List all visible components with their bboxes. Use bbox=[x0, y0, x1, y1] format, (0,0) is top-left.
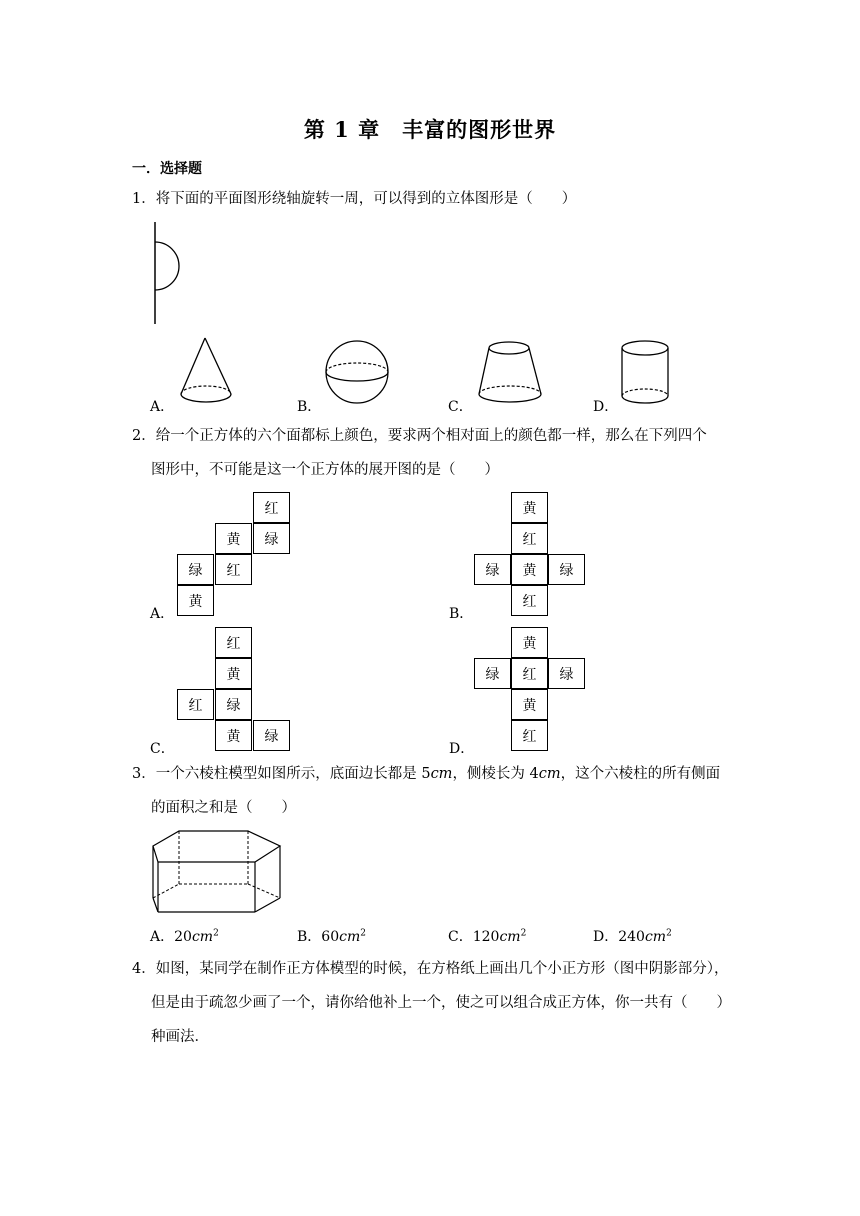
q3-hexagonal-prism-figure bbox=[150, 828, 285, 916]
q2-option-d: D． bbox=[449, 741, 475, 757]
net-cell: 黄 bbox=[511, 554, 548, 585]
net-cell: 红 bbox=[215, 554, 252, 585]
q1-semicircle-figure bbox=[150, 222, 190, 326]
option-exponent: 2 bbox=[213, 928, 219, 939]
net-cell: 黄 bbox=[215, 720, 252, 751]
option-unit: cm bbox=[339, 929, 361, 945]
section-heading: 一．选择题 bbox=[132, 161, 202, 177]
net-cell: 红 bbox=[253, 492, 290, 523]
option-label: D． bbox=[593, 929, 619, 945]
net-cell: 红 bbox=[511, 523, 548, 554]
option-unit: cm bbox=[499, 929, 521, 945]
net-cell: 红 bbox=[215, 627, 252, 658]
question-4-line-3: 种画法． bbox=[151, 1029, 209, 1045]
q3-text-part: 3．一个六棱柱模型如图所示，底面边长都是 5 bbox=[132, 766, 431, 782]
q1-option-a: A． bbox=[150, 399, 175, 415]
option-value: 240 bbox=[618, 929, 645, 945]
option-value: 60 bbox=[321, 929, 340, 945]
option-unit: cm bbox=[644, 929, 667, 945]
option-exponent: 2 bbox=[360, 928, 366, 939]
q3-text-part: ，侧棱长为 4 bbox=[452, 766, 539, 782]
q1-cylinder-figure bbox=[620, 340, 672, 408]
q3-option-a bbox=[150, 926, 219, 946]
net-cell: 绿 bbox=[253, 720, 290, 751]
net-cell: 红 bbox=[511, 720, 548, 751]
net-cell: 黄 bbox=[215, 658, 252, 689]
net-cell: 黄 bbox=[511, 492, 548, 523]
option-unit: cm bbox=[191, 929, 214, 945]
question-1-text: 1．将下面的平面图形绕轴旋转一周，可以得到的立体图形是（ ） bbox=[132, 191, 577, 207]
q1-option-c: C． bbox=[448, 399, 473, 415]
q3-unit: cm bbox=[430, 766, 453, 782]
q2-option-c: C． bbox=[150, 741, 175, 757]
q3-option-c bbox=[448, 926, 526, 946]
page-title: 第 1 章 丰富的图形世界 bbox=[303, 117, 557, 142]
question-4-line-2: 但是由于疏忽少画了一个，请你给他补上一个，使之可以组合成正方体，你一共有（ ） bbox=[151, 995, 731, 1011]
net-cell: 绿 bbox=[474, 658, 511, 689]
net-cell: 黄 bbox=[511, 627, 548, 658]
q1-option-d: D． bbox=[593, 399, 619, 415]
net-cell: 绿 bbox=[215, 689, 252, 720]
q3-option-d bbox=[593, 926, 672, 946]
question-2-line-2: 图形中，不可能是这一个正方体的展开图的是（ ） bbox=[151, 462, 499, 478]
net-cell: 绿 bbox=[548, 554, 585, 585]
q1-option-b: B． bbox=[297, 399, 322, 415]
option-label: B． bbox=[297, 929, 322, 945]
net-cell: 绿 bbox=[474, 554, 511, 585]
question-2-line-1: 2．给一个正方体的六个面都标上颜色，要求两个相对面上的颜色都一样，那么在下列四个 bbox=[132, 428, 707, 444]
option-value: 20 bbox=[174, 929, 192, 945]
q2-option-b: B． bbox=[449, 606, 474, 622]
net-cell: 红 bbox=[511, 585, 548, 616]
q2-option-a: A． bbox=[150, 606, 175, 622]
net-cell: 黄 bbox=[177, 585, 214, 616]
q3-text-part: ，这个六棱柱的所有侧面 bbox=[560, 766, 721, 782]
net-cell: 黄 bbox=[511, 689, 548, 720]
option-label: C． bbox=[448, 929, 473, 945]
q3-unit: cm bbox=[538, 766, 561, 782]
question-3-line-1 bbox=[132, 757, 742, 791]
option-exponent: 2 bbox=[520, 928, 527, 939]
q3-option-b bbox=[297, 926, 366, 946]
net-cell: 红 bbox=[511, 658, 548, 689]
option-exponent: 2 bbox=[666, 928, 672, 939]
net-cell: 绿 bbox=[548, 658, 585, 689]
question-3-line-2: 的面积之和是（ ） bbox=[151, 800, 296, 816]
q1-sphere-figure bbox=[325, 340, 391, 406]
option-value: 120 bbox=[472, 929, 500, 945]
option-label: A． bbox=[150, 929, 175, 945]
net-cell: 绿 bbox=[253, 523, 290, 554]
net-cell: 绿 bbox=[177, 554, 214, 585]
net-cell: 红 bbox=[177, 689, 214, 720]
q1-cone-figure bbox=[178, 336, 238, 406]
q1-frustum-figure bbox=[477, 340, 545, 406]
question-4-line-1: 4．如图，某同学在制作正方体模型的时候，在方格纸上画出几个小正方形（图中阴影部分）， bbox=[132, 961, 729, 977]
net-cell: 黄 bbox=[215, 523, 252, 554]
